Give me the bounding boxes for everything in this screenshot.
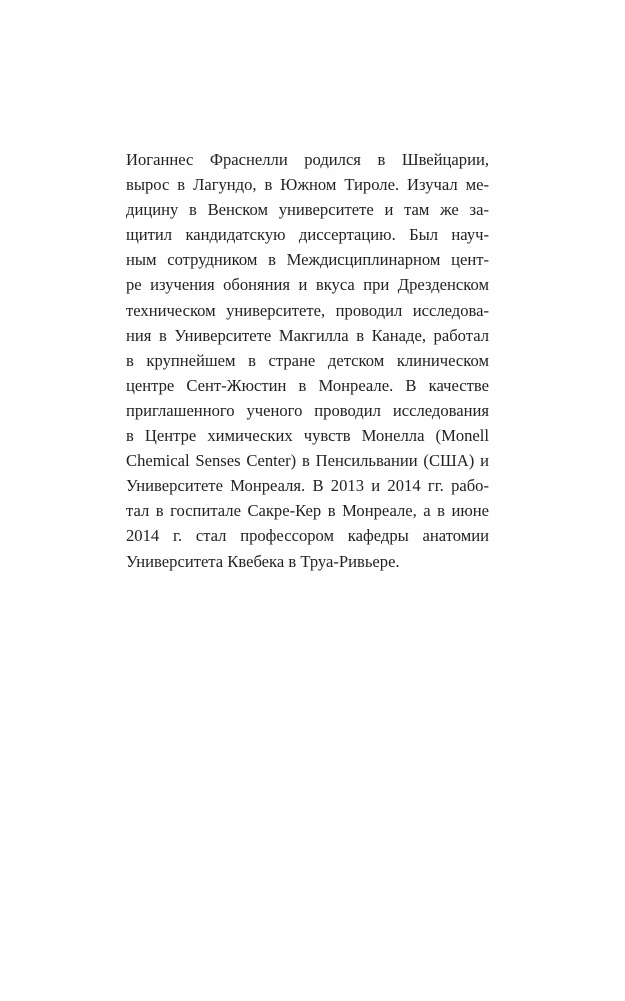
text-line: ным сотрудником в Междисциплинарном цент-	[126, 250, 489, 270]
text-line: Университете Монреаля. В 2013 и 2014 гг. рабо-	[126, 476, 489, 496]
text-line: 2014 г. стал профессором кафедры анатомии	[126, 526, 489, 546]
text-line: щитил кандидатскую диссертацию. Был науч-	[126, 225, 489, 245]
text-line: техническом университете, проводил исследова-	[126, 300, 489, 320]
text-line: вырос в Лагундо, в Южном Тироле. Изучал ме-	[126, 175, 489, 195]
text-line: тал в госпитале Сакре-Кер в Монреале, а в июне	[126, 501, 489, 521]
text-line: Иоганнес Фраснелли родился в Швейцарии,	[126, 150, 489, 169]
text-line: дицину в Венском университете и там же за-	[126, 200, 489, 220]
text-line: Университета Квебека в Труа-Ривьере.	[126, 551, 400, 571]
text-line: в крупнейшем в стране детском клиническом	[126, 350, 489, 370]
text-line: приглашенного ученого проводил исследования	[126, 400, 489, 420]
text-line: в Центре химических чувств Монелла (Monell	[126, 426, 489, 446]
text-line: центре Сент-Жюстин в Монреале. В качестве	[126, 375, 489, 395]
text-line: ния в Университете Макгилла в Канаде, работал	[126, 325, 489, 345]
author-bio-paragraph	[126, 147, 489, 574]
text-line: Chemical Senses Center) в Пенсильвании (США) и	[126, 451, 489, 471]
text-line: ре изучения обоняния и вкуса при Дрезденском	[126, 275, 489, 295]
